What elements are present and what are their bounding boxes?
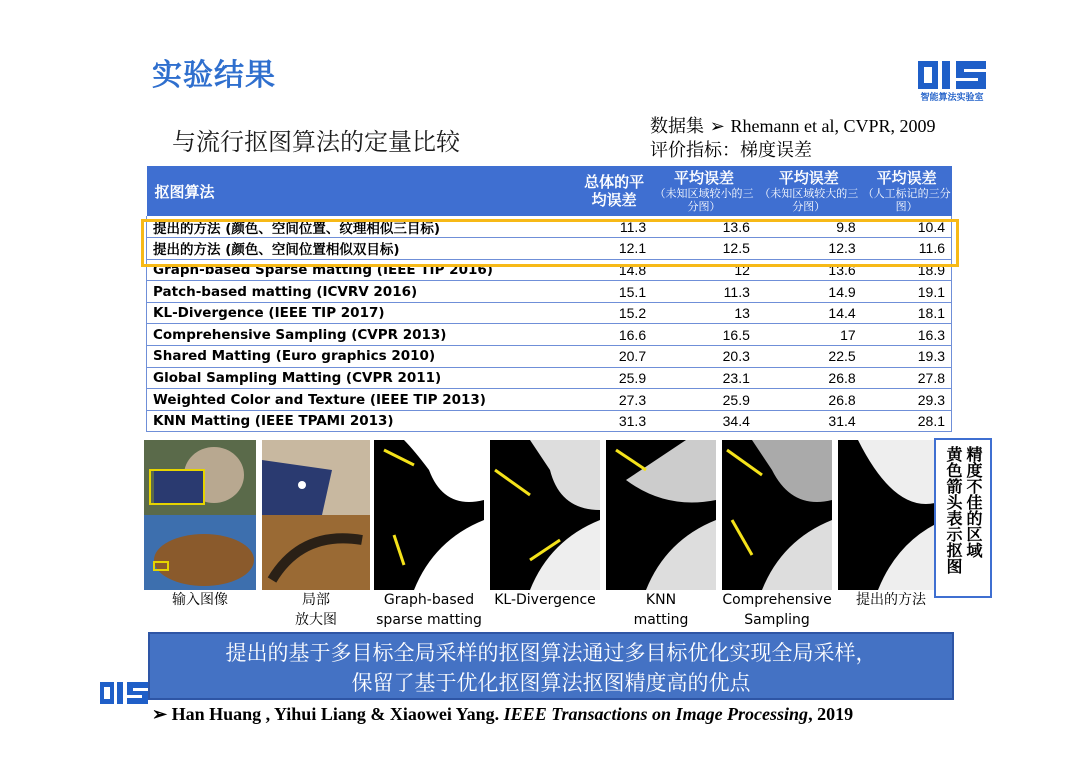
- dataset-value: Rhemann et al, CVPR, 2009: [730, 116, 936, 136]
- results-table: [146, 166, 952, 432]
- label-proposed: 提出的方法: [856, 592, 926, 608]
- knn-matting-result: [606, 440, 716, 590]
- header-small-trimap: 平均误差 （未知区域较小的三分图）: [652, 166, 756, 216]
- table-row: 提出的方法 (颜色、空间位置相似双目标) 12.1 12.5 12.3 11.6: [147, 238, 952, 260]
- label-knn: KNN matting: [633, 592, 689, 628]
- input-image: [144, 440, 256, 590]
- logo-caption: 智能算法实验室: [920, 93, 984, 103]
- slide-title: 实验结果: [152, 58, 276, 93]
- label-local-zoom: 局部 放大图: [295, 592, 337, 628]
- table-row: Patch-based matting (ICVRV 2016) 15.1 11.3 14.9 19.1: [147, 281, 952, 303]
- table-row: Shared Matting (Euro graphics 2010) 20.7 20.3 22.5 19.3: [147, 346, 952, 368]
- table-row: Graph-based Sparse matting (IEEE TIP 2016) 14.8 12 13.6 18.9: [147, 259, 952, 281]
- table-row: 提出的方法 (颜色、空间位置、纹理相似三目标) 11.3 13.6 9.8 10.4: [147, 216, 952, 238]
- table-header-row: [147, 166, 952, 216]
- kl-divergence-result: [490, 440, 600, 590]
- citation: [152, 704, 853, 725]
- citation-authors: Han Huang , Yihui Liang & Xiaowei Yang.: [171, 704, 500, 724]
- slide-subtitle: 与流行抠图算法的定量比较: [172, 128, 460, 156]
- header-method: 抠图算法: [147, 166, 577, 216]
- note-left-column: 黄色箭头表示抠图: [944, 446, 963, 574]
- table-row: Global Sampling Matting (CVPR 2011) 25.9 23.1 26.8 27.8: [147, 367, 952, 389]
- metric-label: 评价指标：梯度误差: [650, 140, 812, 161]
- dataset-info: [650, 114, 936, 163]
- local-zoom-image: [262, 440, 370, 590]
- highlight-box: [141, 219, 959, 267]
- summary-line-1: 提出的基于多目标全局采样的抠图算法通过多目标优化实现全局采样，: [225, 641, 877, 665]
- citation-year: , 2019: [808, 704, 854, 724]
- header-large-trimap: 平均误差 （未知区域较大的三分图）: [756, 166, 862, 216]
- label-kl-divergence: KL-Divergence: [494, 592, 596, 608]
- arrow-icon: ➢: [709, 116, 731, 137]
- header-overall: 总体的平 均误差: [576, 166, 652, 216]
- table-row: Comprehensive Sampling (CVPR 2013) 16.6 16.5 17 16.3: [147, 324, 952, 346]
- table-row: KL-Divergence (IEEE TIP 2017) 15.2 13 14.4 18.1: [147, 302, 952, 324]
- label-graph-based: Graph-based sparse matting: [376, 592, 482, 628]
- bullet-arrow-icon: ➢: [152, 704, 172, 724]
- summary-box: [148, 632, 954, 700]
- label-input: 输入图像: [172, 592, 228, 608]
- citation-journal: IEEE Transactions on Image Processing: [503, 704, 809, 724]
- label-comprehensive: Comprehensive Sampling: [722, 592, 832, 628]
- table-row: Weighted Color and Texture (IEEE TIP 2013) 27.3 25.9 26.8 29.3: [147, 389, 952, 411]
- note-right-column: 精度不佳的区域: [964, 446, 983, 558]
- dataset-label: 数据集: [650, 116, 704, 137]
- header-manual-trimap: 平均误差 （人工标记的三分图）: [862, 166, 952, 216]
- table-row: KNN Matting (IEEE TPAMI 2013) 31.3 34.4 31.4 28.1: [147, 410, 952, 432]
- graph-based-result: [374, 440, 484, 590]
- arrow-note: [934, 438, 992, 598]
- comprehensive-sampling-result: [722, 440, 832, 590]
- proposed-result: [838, 440, 944, 590]
- comparison-figure: [144, 440, 944, 628]
- footer-logo: [100, 680, 150, 712]
- summary-line-2: 保留了基于优化抠图算法抠图精度高的优点: [351, 671, 751, 695]
